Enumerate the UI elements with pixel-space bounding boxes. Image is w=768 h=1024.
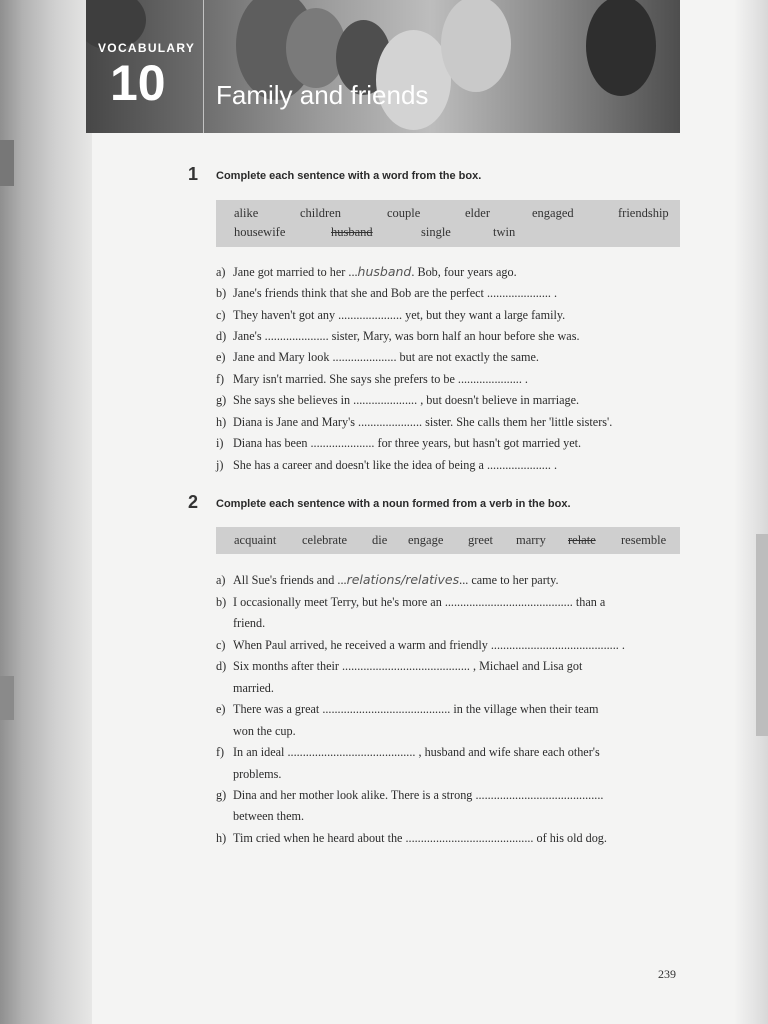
unit-number: 10 [110, 55, 166, 111]
unit-banner [86, 0, 680, 133]
exercise-item: a) Jane got married to her ...husband. Bob, four years ago. [216, 264, 517, 279]
exercise-item: h) Diana is Jane and Mary's ..................... sister. She calls them her 'little sisters'. [216, 415, 613, 429]
word-box [216, 527, 680, 554]
page-tab [756, 534, 768, 736]
exercise-item: e) Jane and Mary look ..................... but are not exactly the same. [216, 350, 539, 364]
book-spine-shadow [0, 0, 92, 1024]
handwritten-answer: husband [357, 264, 412, 279]
exercise-item: b) I occasionally meet Terry, but he's more an .......................................... than a [216, 595, 606, 609]
exercise-instruction: Complete each sentence with a noun formed from a verb in the box. [216, 498, 571, 510]
photo-person [586, 0, 656, 96]
box-word: friendship [618, 206, 669, 220]
box-word: children [300, 206, 341, 220]
box-word: alike [234, 206, 259, 220]
exercise-item: i) Diana has been ..................... for three years, but hasn't got married yet. [216, 436, 582, 450]
photo-person [441, 0, 511, 92]
exercise-item-continuation: friend. [233, 616, 266, 630]
spine-mark [0, 676, 14, 720]
box-word: celebrate [302, 533, 348, 547]
section-label: VOCABULARY [98, 41, 196, 55]
box-word: die [372, 533, 388, 547]
exercise-item: f) Mary isn't married. She says she prefers to be ..................... . [216, 372, 528, 386]
box-word: elder [465, 206, 490, 220]
box-word: engage [408, 533, 444, 547]
box-word: single [421, 225, 451, 239]
word-box [216, 200, 680, 247]
box-word: acquaint [234, 533, 277, 547]
box-word: housewife [234, 225, 286, 239]
exercise-item-continuation: married. [233, 681, 274, 695]
banner-divider [203, 0, 204, 133]
exercise-item: c) When Paul arrived, he received a warm and friendly .......................................... . [216, 638, 625, 652]
exercise-number: 1 [188, 164, 199, 184]
exercise-item: g) Dina and her mother look alike. There is a strong .......................................... [216, 788, 604, 802]
box-word-crossed: relate [568, 533, 596, 547]
exercise-item-continuation: between them. [233, 809, 305, 823]
exercise-item: b) Jane's friends think that she and Bob are the perfect ..................... . [216, 286, 558, 300]
exercise-item: d) Jane's ..................... sister, Mary, was born half an hour before she was. [216, 329, 580, 343]
box-word: twin [493, 225, 516, 239]
exercise-item: d) Six months after their .......................................... , Michael and Lisa got [216, 659, 583, 673]
page-edge [734, 0, 768, 1024]
exercise-item: f) In an ideal .......................................... , husband and wife share each other's [216, 745, 600, 759]
exercise-item: j) She has a career and doesn't like the idea of being a ..................... . [216, 458, 558, 472]
handwritten-answer: relations/relatives [346, 572, 460, 587]
exercise-item: a) All Sue's friends and ...relations/relatives... came to her party. [216, 572, 559, 587]
box-word: marry [516, 533, 546, 547]
page-number: 239 [658, 967, 676, 981]
page-title: Family and friends [216, 80, 429, 110]
exercise-item-continuation: problems. [233, 767, 282, 781]
exercise-item: e) There was a great .......................................... in the village when their team [216, 702, 599, 716]
exercise-item: g) She says she believes in ..................... , but doesn't believe in marriage. [216, 393, 580, 407]
spine-mark [0, 140, 14, 186]
exercise-item: c) They haven't got any ..................... yet, but they want a large family. [216, 308, 566, 322]
box-word-crossed: husband [331, 225, 373, 239]
exercise-instruction: Complete each sentence with a word from the box. [216, 170, 482, 182]
box-word: resemble [621, 533, 667, 547]
box-word: couple [387, 206, 421, 220]
exercise-item: h) Tim cried when he heard about the .......................................... of his old dog. [216, 831, 607, 845]
box-word: greet [468, 533, 493, 547]
exercise-item-continuation: won the cup. [233, 724, 296, 738]
exercise-number: 2 [188, 492, 199, 512]
box-word: engaged [532, 206, 574, 220]
